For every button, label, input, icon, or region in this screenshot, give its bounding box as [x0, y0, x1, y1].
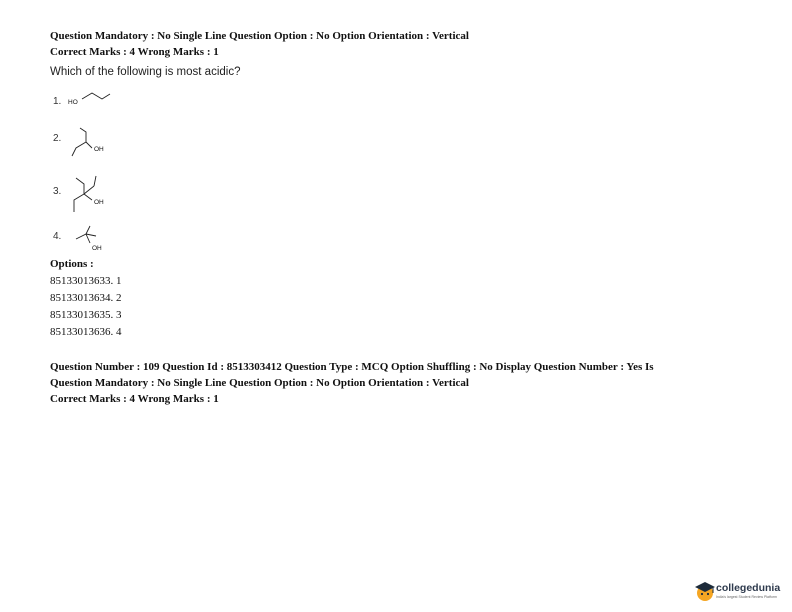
- structure-label-2: OH: [94, 146, 104, 153]
- option-number-3: 3.: [53, 186, 62, 197]
- question-meta-line1: Question Mandatory : No Single Line Question Option : No Option Orientation : Vertical: [50, 30, 469, 42]
- structure-label-3: OH: [94, 199, 104, 206]
- logo-tagline: India's largest Student Review Platform: [716, 595, 777, 599]
- question-marks-line: Correct Marks : 4 Wrong Marks : 1: [50, 46, 219, 58]
- next-question-meta-line1: Question Number : 109 Question Id : 8513303412 Question Type : MCQ Option Shuffling : No Display Question Number : Yes Is: [50, 361, 654, 373]
- option-line-1: 85133013633. 1: [50, 275, 122, 287]
- logo-wordmark: collegedunia: [716, 582, 781, 594]
- structure-option-3: [62, 170, 117, 218]
- option-number-1: 1.: [53, 96, 62, 107]
- option-line-4: 85133013636. 4: [50, 326, 122, 338]
- option-line-2: 85133013634. 2: [50, 292, 122, 304]
- structure-option-1: [66, 88, 116, 108]
- structure-option-2: [62, 118, 117, 163]
- option-number-2: 2.: [53, 133, 62, 144]
- option-line-3: 85133013635. 3: [50, 309, 122, 321]
- question-text: Which of the following is most acidic?: [50, 66, 241, 78]
- next-question-meta-line2: Question Mandatory : No Single Line Question Option : No Option Orientation : Vertical: [50, 377, 469, 389]
- option-number-4: 4.: [53, 231, 62, 242]
- next-question-marks-line: Correct Marks : 4 Wrong Marks : 1: [50, 393, 219, 405]
- structure-option-4: [66, 222, 116, 254]
- graduation-cap-icon: [694, 580, 716, 604]
- collegedunia-logo: [694, 578, 790, 606]
- structure-label-4: OH: [92, 245, 102, 252]
- structure-label-1: HO: [68, 99, 78, 106]
- options-heading: Options :: [50, 258, 94, 270]
